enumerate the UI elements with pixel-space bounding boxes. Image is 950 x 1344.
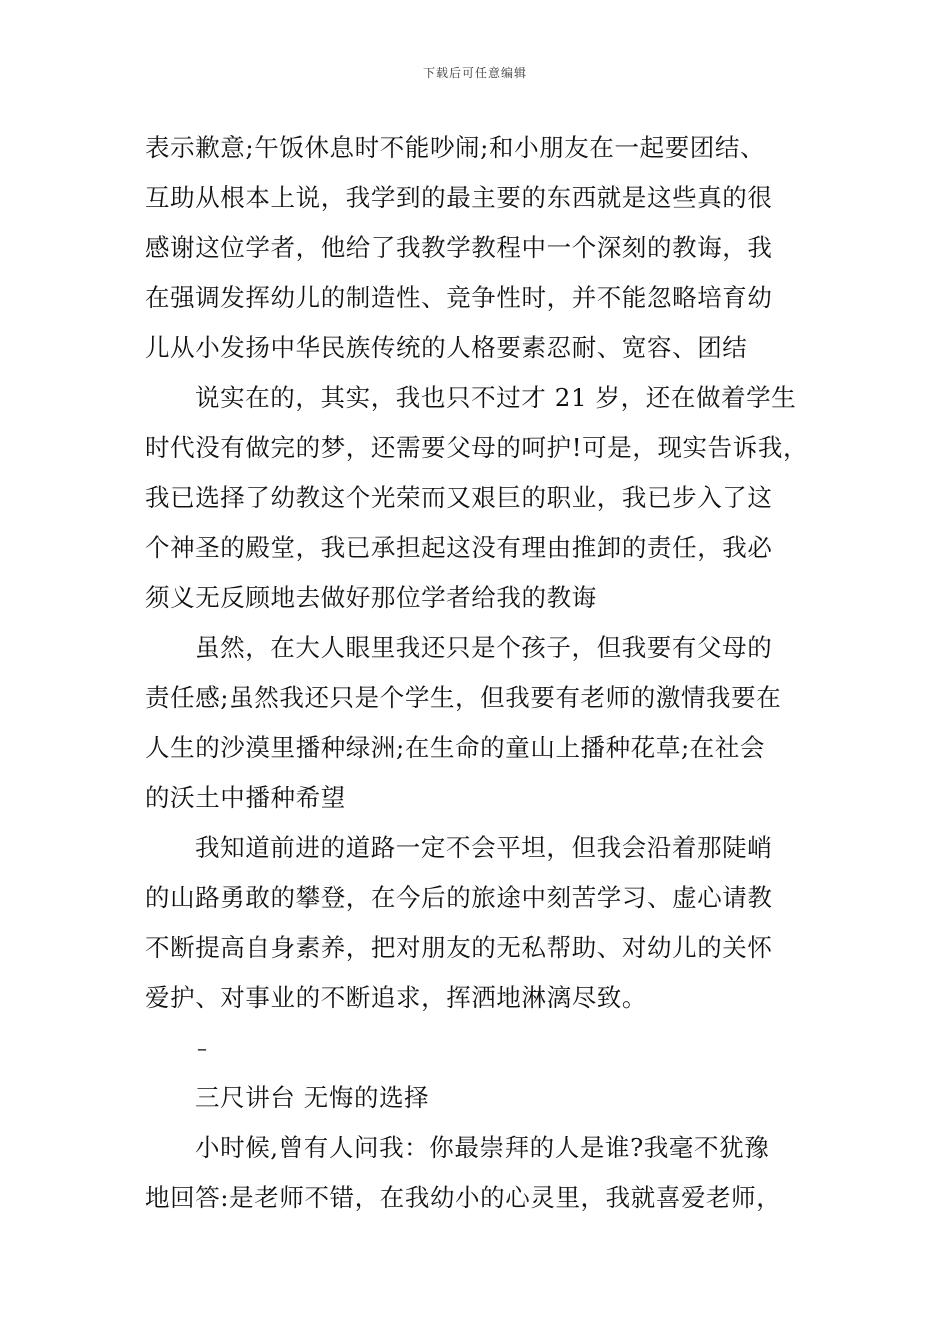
page-header: 下载后可任意编辑 — [422, 66, 527, 80]
text-line: 人生的沙漠里播种绿洲;在生命的童山上播种花草;在社会 — [145, 733, 766, 762]
text-line: 地回答:是老师不错，在我幼小的心灵里，我就喜爱老师， — [145, 1183, 782, 1212]
text-line: 个神圣的殿堂，我已承担起这没有理由推卸的责任，我必 — [145, 533, 773, 562]
text-line: 须义无反顾地去做好那位学者给我的教诲 — [145, 583, 597, 612]
text-line: 时代没有做完的梦，还需要父母的呵护!可是，现实告诉我， — [145, 433, 809, 462]
text-line: 互助从根本上说，我学到的最主要的东西就是这些真的很 — [145, 183, 773, 212]
section-title: 三尺讲台 无悔的选择 — [195, 1083, 430, 1112]
text-line: 不断提高自身素养，把对朋友的无私帮助、对幼儿的关怀 — [145, 933, 773, 962]
paragraph-first-line: 说实在的，其实，我也只不过才 21 岁，还在做着学生 — [195, 383, 797, 412]
document-body — [145, 123, 810, 1223]
text-line: 我已选择了幼教这个光荣而又艰巨的职业，我已步入了这 — [145, 483, 773, 512]
text-line: 表示歉意;午饭休息时不能吵闹;和小朋友在一起要团结、 — [145, 133, 766, 162]
paragraph-first-line: 虽然，在大人眼里我还只是个孩子，但我要有父母的 — [195, 633, 773, 662]
text-line: 在强调发挥幼儿的制造性、竞争性时，并不能忽略培育幼 — [145, 283, 773, 312]
text-line: 儿从小发扬中华民族传统的人格要素忍耐、宽容、团结 — [145, 333, 748, 362]
dash-separator: – — [197, 1036, 207, 1060]
text-line: 的沃土中播种希望 — [145, 783, 346, 812]
text-line: 的山路勇敢的攀登，在今后的旅途中刻苦学习、虚心请教 — [145, 883, 773, 912]
text-line: 爱护、对事业的不断追求，挥洒地淋漓尽致。 — [145, 983, 647, 1012]
paragraph-first-line: 小时候,曾有人问我：你最崇拜的人是谁?我毫不犹豫 — [195, 1133, 770, 1162]
text-line: 感谢这位学者，他给了我教学教程中一个深刻的教诲，我 — [145, 233, 773, 262]
paragraph-first-line: 我知道前进的道路一定不会平坦，但我会沿着那陡峭 — [195, 833, 773, 862]
text-line: 责任感;虽然我还只是个学生，但我要有老师的激情我要在 — [145, 683, 782, 712]
